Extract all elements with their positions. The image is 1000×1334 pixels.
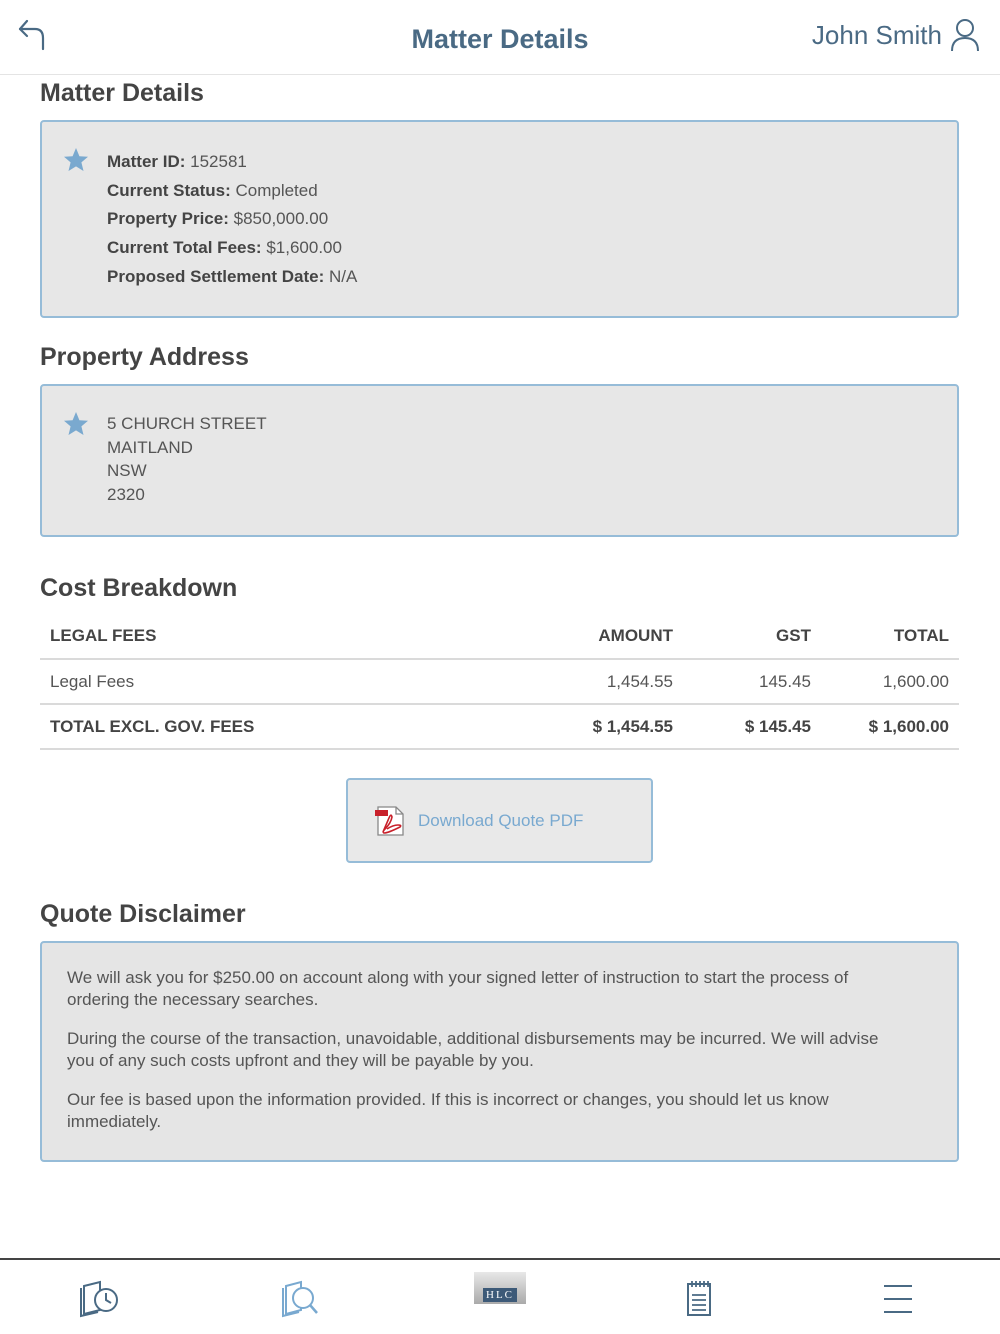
user-profile-button[interactable] <box>812 18 980 52</box>
bottom-nav <box>0 1258 1000 1334</box>
disclaimer-text <box>67 967 887 1150</box>
total-label-cell: TOTAL EXCL. GOV. FEES <box>40 704 523 749</box>
table-header-row <box>40 613 959 659</box>
property-address-panel <box>40 384 959 537</box>
total-gst-cell: $ 145.45 <box>683 704 821 749</box>
matter-info-list <box>107 148 357 292</box>
address-state: NSW <box>107 461 147 480</box>
quote-disclaimer-heading: Quote Disclaimer <box>40 900 246 928</box>
star-icon <box>62 410 90 438</box>
quote-disclaimer-panel <box>40 941 959 1162</box>
column-header: LEGAL FEES <box>40 613 523 659</box>
page-title: Matter Details <box>411 24 589 54</box>
grand-total-cell: $ 1,600.00 <box>821 704 959 749</box>
download-quote-pdf-button[interactable] <box>346 778 653 863</box>
notepad-icon <box>677 1278 721 1318</box>
table-total-row <box>40 704 959 749</box>
table-row <box>40 659 959 704</box>
property-price-row: Property Price: $850,000.00 <box>107 209 329 229</box>
address-street: 5 CHURCH STREET <box>107 414 267 433</box>
fee-name-cell: Legal Fees <box>40 659 523 704</box>
top-bar <box>0 0 1000 75</box>
menu-icon <box>876 1278 920 1318</box>
column-header: GST <box>683 613 821 659</box>
total-cell: 1,600.00 <box>821 659 959 704</box>
address-lines <box>107 412 267 506</box>
hlc-logo-text: HLC <box>483 1288 517 1302</box>
user-icon <box>950 18 980 52</box>
matter-id-row: Matter ID: 152581 <box>107 152 247 171</box>
address-postcode: 2320 <box>107 484 145 504</box>
star-icon <box>62 146 90 174</box>
settlement-date-row: Proposed Settlement Date: N/A <box>107 266 358 286</box>
current-total-fees-row: Current Total Fees: $1,600.00 <box>107 238 342 258</box>
pdf-icon <box>374 805 406 837</box>
disclaimer-paragraph: We will ask you for $250.00 on account along with your signed letter of instruction to start the process of ordering the necessary searches. <box>67 968 849 1009</box>
history-icon <box>78 1278 122 1318</box>
total-amount-cell: $ 1,454.55 <box>523 704 683 749</box>
disclaimer-paragraph: Our fee is based upon the information provided. If this is incorrect or changes, you should let us know immediately. <box>67 1090 829 1131</box>
matter-details-heading: Matter Details <box>40 79 204 107</box>
cost-breakdown-table <box>40 613 959 750</box>
hlc-logo[interactable] <box>474 1272 526 1304</box>
nav-search-documents-button[interactable] <box>279 1278 323 1318</box>
nav-notepad-button[interactable] <box>677 1278 721 1318</box>
address-suburb: MAITLAND <box>107 437 193 457</box>
disclaimer-paragraph: During the course of the transaction, unavoidable, additional disbursements may be incurred. We will advise you of any such costs upfront and they will be payable by you. <box>67 1029 879 1070</box>
property-address-heading: Property Address <box>40 343 249 371</box>
current-status-row: Current Status: Completed <box>107 180 318 200</box>
nav-menu-button[interactable] <box>876 1278 920 1318</box>
search-documents-icon <box>279 1278 323 1318</box>
cost-breakdown-heading: Cost Breakdown <box>40 574 238 602</box>
amount-cell: 1,454.55 <box>523 659 683 704</box>
matter-details-panel <box>40 120 959 318</box>
user-name: John Smith <box>811 19 942 50</box>
gst-cell: 145.45 <box>683 659 821 704</box>
download-quote-pdf-label: Download Quote PDF <box>418 810 584 830</box>
column-header: TOTAL <box>821 613 959 659</box>
column-header: AMOUNT <box>523 613 683 659</box>
nav-history-button[interactable] <box>78 1278 122 1318</box>
